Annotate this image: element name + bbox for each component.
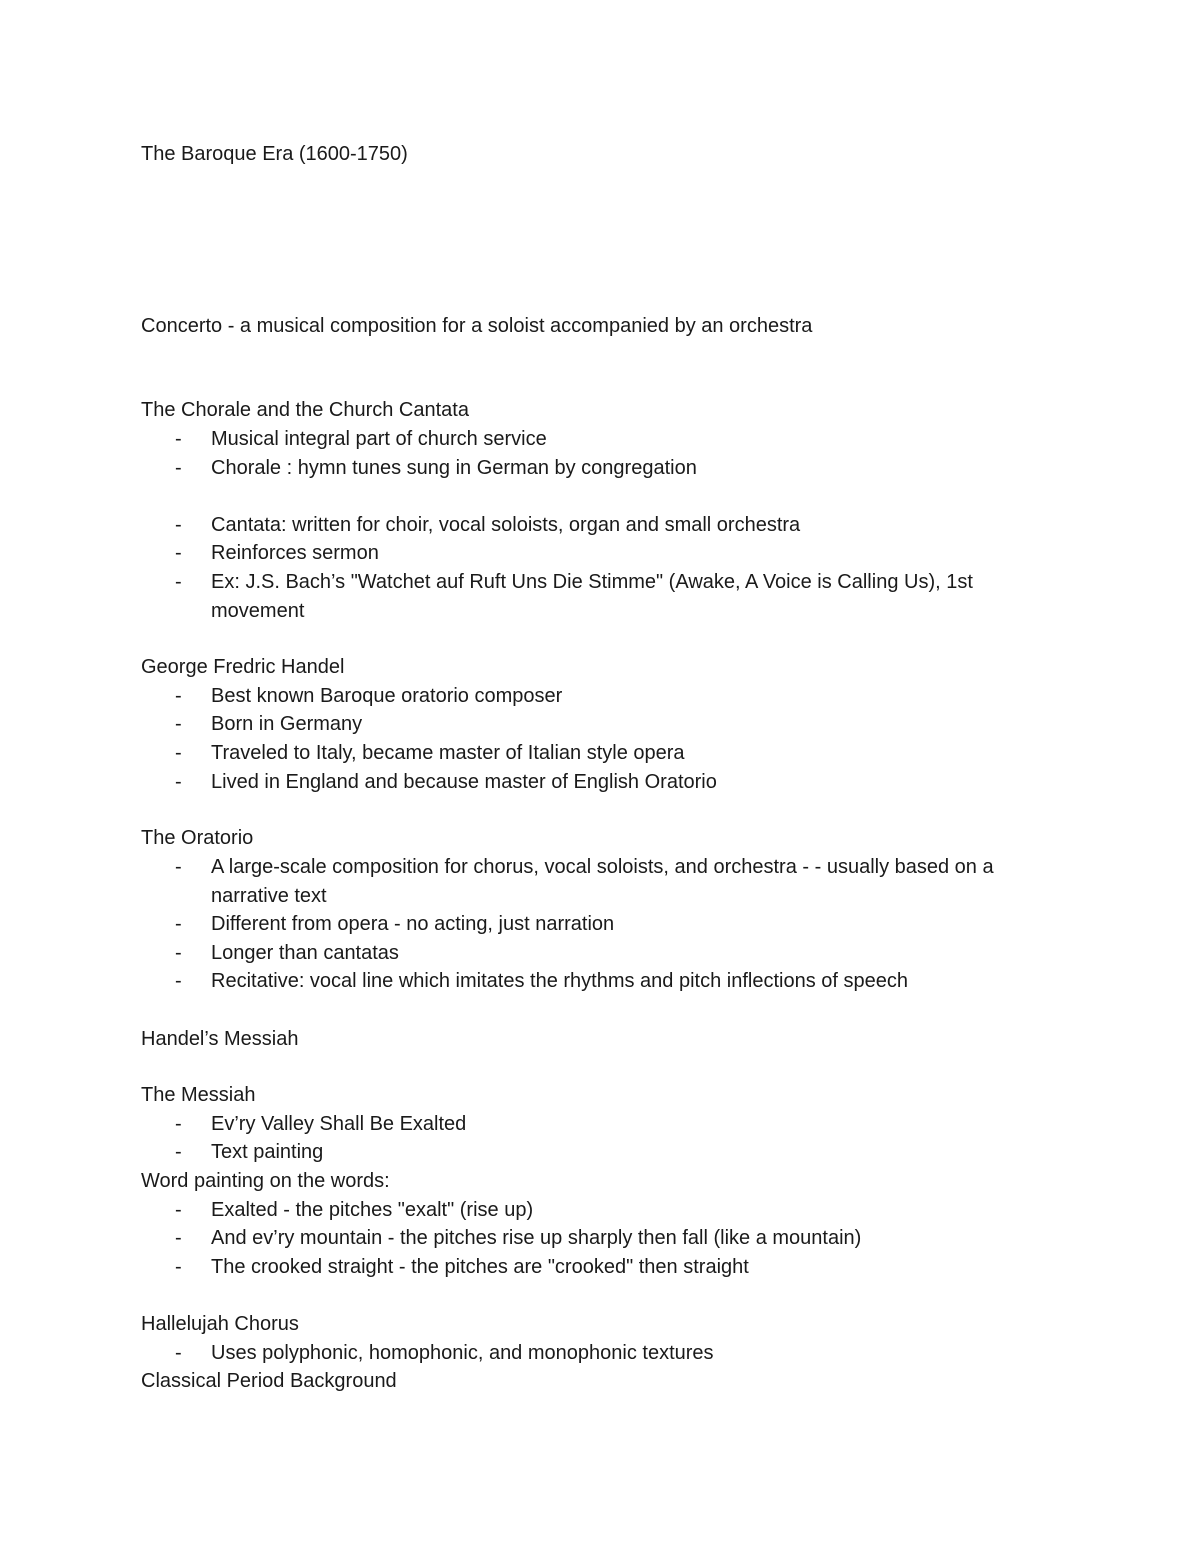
concerto-definition: Concerto - a musical composition for a soloist accompanied by an orchestra (141, 315, 813, 337)
list-item: Born in Germany (211, 713, 363, 735)
classical-heading: Classical Period Background (141, 1370, 397, 1392)
list-item: Traveled to Italy, became master of Italian style opera (211, 742, 685, 764)
chorale-heading: The Chorale and the Church Cantata (141, 399, 469, 421)
bullet-dash: - (175, 1256, 182, 1278)
oratorio-heading: The Oratorio (141, 827, 254, 849)
bullet-dash: - (175, 542, 182, 564)
list-item: Ex: J.S. Bach’s "Watchet auf Ruft Uns Die Stimme" (Awake, A Voice is Calling Us), 1st movement (211, 571, 973, 622)
bullet-dash: - (175, 970, 182, 992)
page-title: The Baroque Era (1600-1750) (141, 143, 408, 165)
list-item: Longer than cantatas (211, 942, 399, 964)
list-item: Ev’ry Valley Shall Be Exalted (211, 1113, 467, 1135)
bullet-dash: - (175, 1199, 182, 1221)
list-item: Chorale : hymn tunes sung in German by congregation (211, 457, 697, 479)
word-painting-heading: Word painting on the words: (141, 1170, 390, 1192)
bullet-dash: - (175, 457, 182, 479)
bullet-dash: - (175, 685, 182, 707)
bullet-dash: - (175, 771, 182, 793)
bullet-dash: - (175, 428, 182, 450)
list-item: Different from opera - no acting, just narration (211, 913, 615, 935)
list-item: Musical integral part of church service (211, 428, 547, 450)
list-item: Lived in England and because master of English Oratorio (211, 771, 717, 793)
bullet-dash: - (175, 514, 182, 536)
bullet-dash: - (175, 1113, 182, 1135)
list-item: Text painting (211, 1141, 324, 1163)
bullet-dash: - (175, 1342, 182, 1364)
handel-heading: George Fredric Handel (141, 656, 345, 678)
bullet-dash: - (175, 913, 182, 935)
handels-messiah-heading: Handel’s Messiah (141, 1028, 299, 1050)
bullet-dash: - (175, 942, 182, 964)
list-item: Exalted - the pitches "exalt" (rise up) (211, 1199, 534, 1221)
bullet-dash: - (175, 856, 182, 878)
hallelujah-heading: Hallelujah Chorus (141, 1313, 299, 1335)
bullet-dash: - (175, 1141, 182, 1163)
list-item: Best known Baroque oratorio composer (211, 685, 563, 707)
bullet-dash: - (175, 742, 182, 764)
bullet-dash: - (175, 571, 182, 593)
messiah-heading: The Messiah (141, 1084, 256, 1106)
bullet-dash: - (175, 713, 182, 735)
list-item: Reinforces sermon (211, 542, 379, 564)
list-item: And ev’ry mountain - the pitches rise up sharply then fall (like a mountain) (211, 1227, 862, 1249)
list-item: The crooked straight - the pitches are "crooked" then straight (211, 1256, 749, 1278)
list-item: Cantata: written for choir, vocal soloists, organ and small orchestra (211, 514, 801, 536)
list-item: Recitative: vocal line which imitates the rhythms and pitch inflections of speech (211, 970, 909, 992)
list-item: Uses polyphonic, homophonic, and monophonic textures (211, 1342, 714, 1364)
list-item: A large-scale composition for chorus, vocal soloists, and orchestra - - usually based on a narrative text (211, 856, 994, 907)
bullet-dash: - (175, 1227, 182, 1249)
